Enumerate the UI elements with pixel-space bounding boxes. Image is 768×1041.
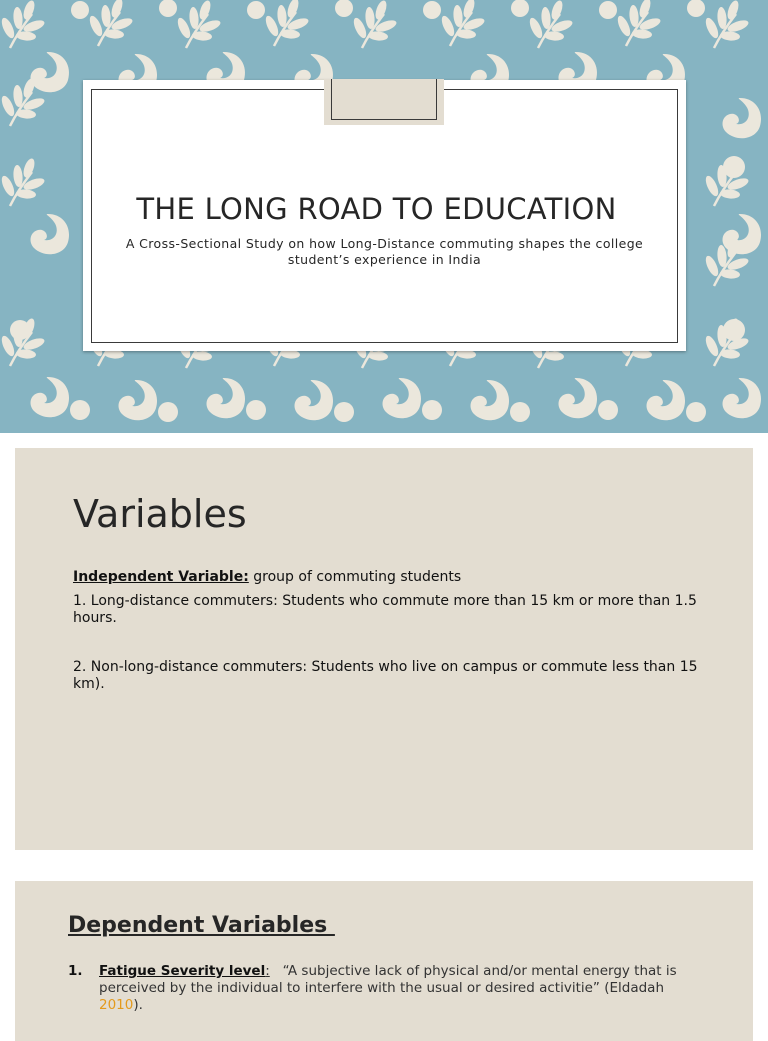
- title-tab: [324, 79, 444, 125]
- independent-variable-label: Independent Variable:: [73, 569, 249, 585]
- list-item-long-distance: 1. Long-distance commuters: Students who commute more than 15 km or more than 1.5 hours.: [73, 593, 697, 626]
- dependent-variables-heading: Dependent Variables: [68, 913, 335, 938]
- variables-slide: [15, 448, 753, 850]
- fatigue-separator: :: [265, 963, 270, 979]
- slide-title: THE LONG ROAD TO EDUCATION: [136, 192, 617, 226]
- citation-end: ).: [133, 997, 143, 1013]
- list-item-text: [99, 963, 708, 1014]
- list-item-fatigue: [68, 963, 708, 1014]
- fatigue-label: Fatigue Severity level: [99, 963, 266, 979]
- fatigue-quote: “A subjective lack of physical and/or mental energy that is perceived by the individual to interfere with the usual or desired activitie” (Eldadah: [99, 963, 681, 996]
- variables-body: [73, 569, 713, 693]
- dependent-variables-slide: [15, 881, 753, 1041]
- list-item-non-long-distance: 2. Non-long-distance commuters: Students who live on campus or commute less than 15 km).: [73, 659, 698, 692]
- title-card: [83, 80, 686, 351]
- independent-variable-line: [73, 569, 713, 586]
- title-slide: [0, 0, 768, 433]
- title-tab-inner: [331, 79, 437, 120]
- slide-subtitle: A Cross-Sectional Study on how Long-Distance commuting shapes the college student’s experience in India: [125, 236, 644, 267]
- variables-heading: Variables: [73, 492, 247, 536]
- citation-link[interactable]: 2010: [99, 997, 134, 1013]
- list-item-number: 1.: [68, 963, 83, 979]
- independent-variable-text: group of commuting students: [248, 569, 462, 585]
